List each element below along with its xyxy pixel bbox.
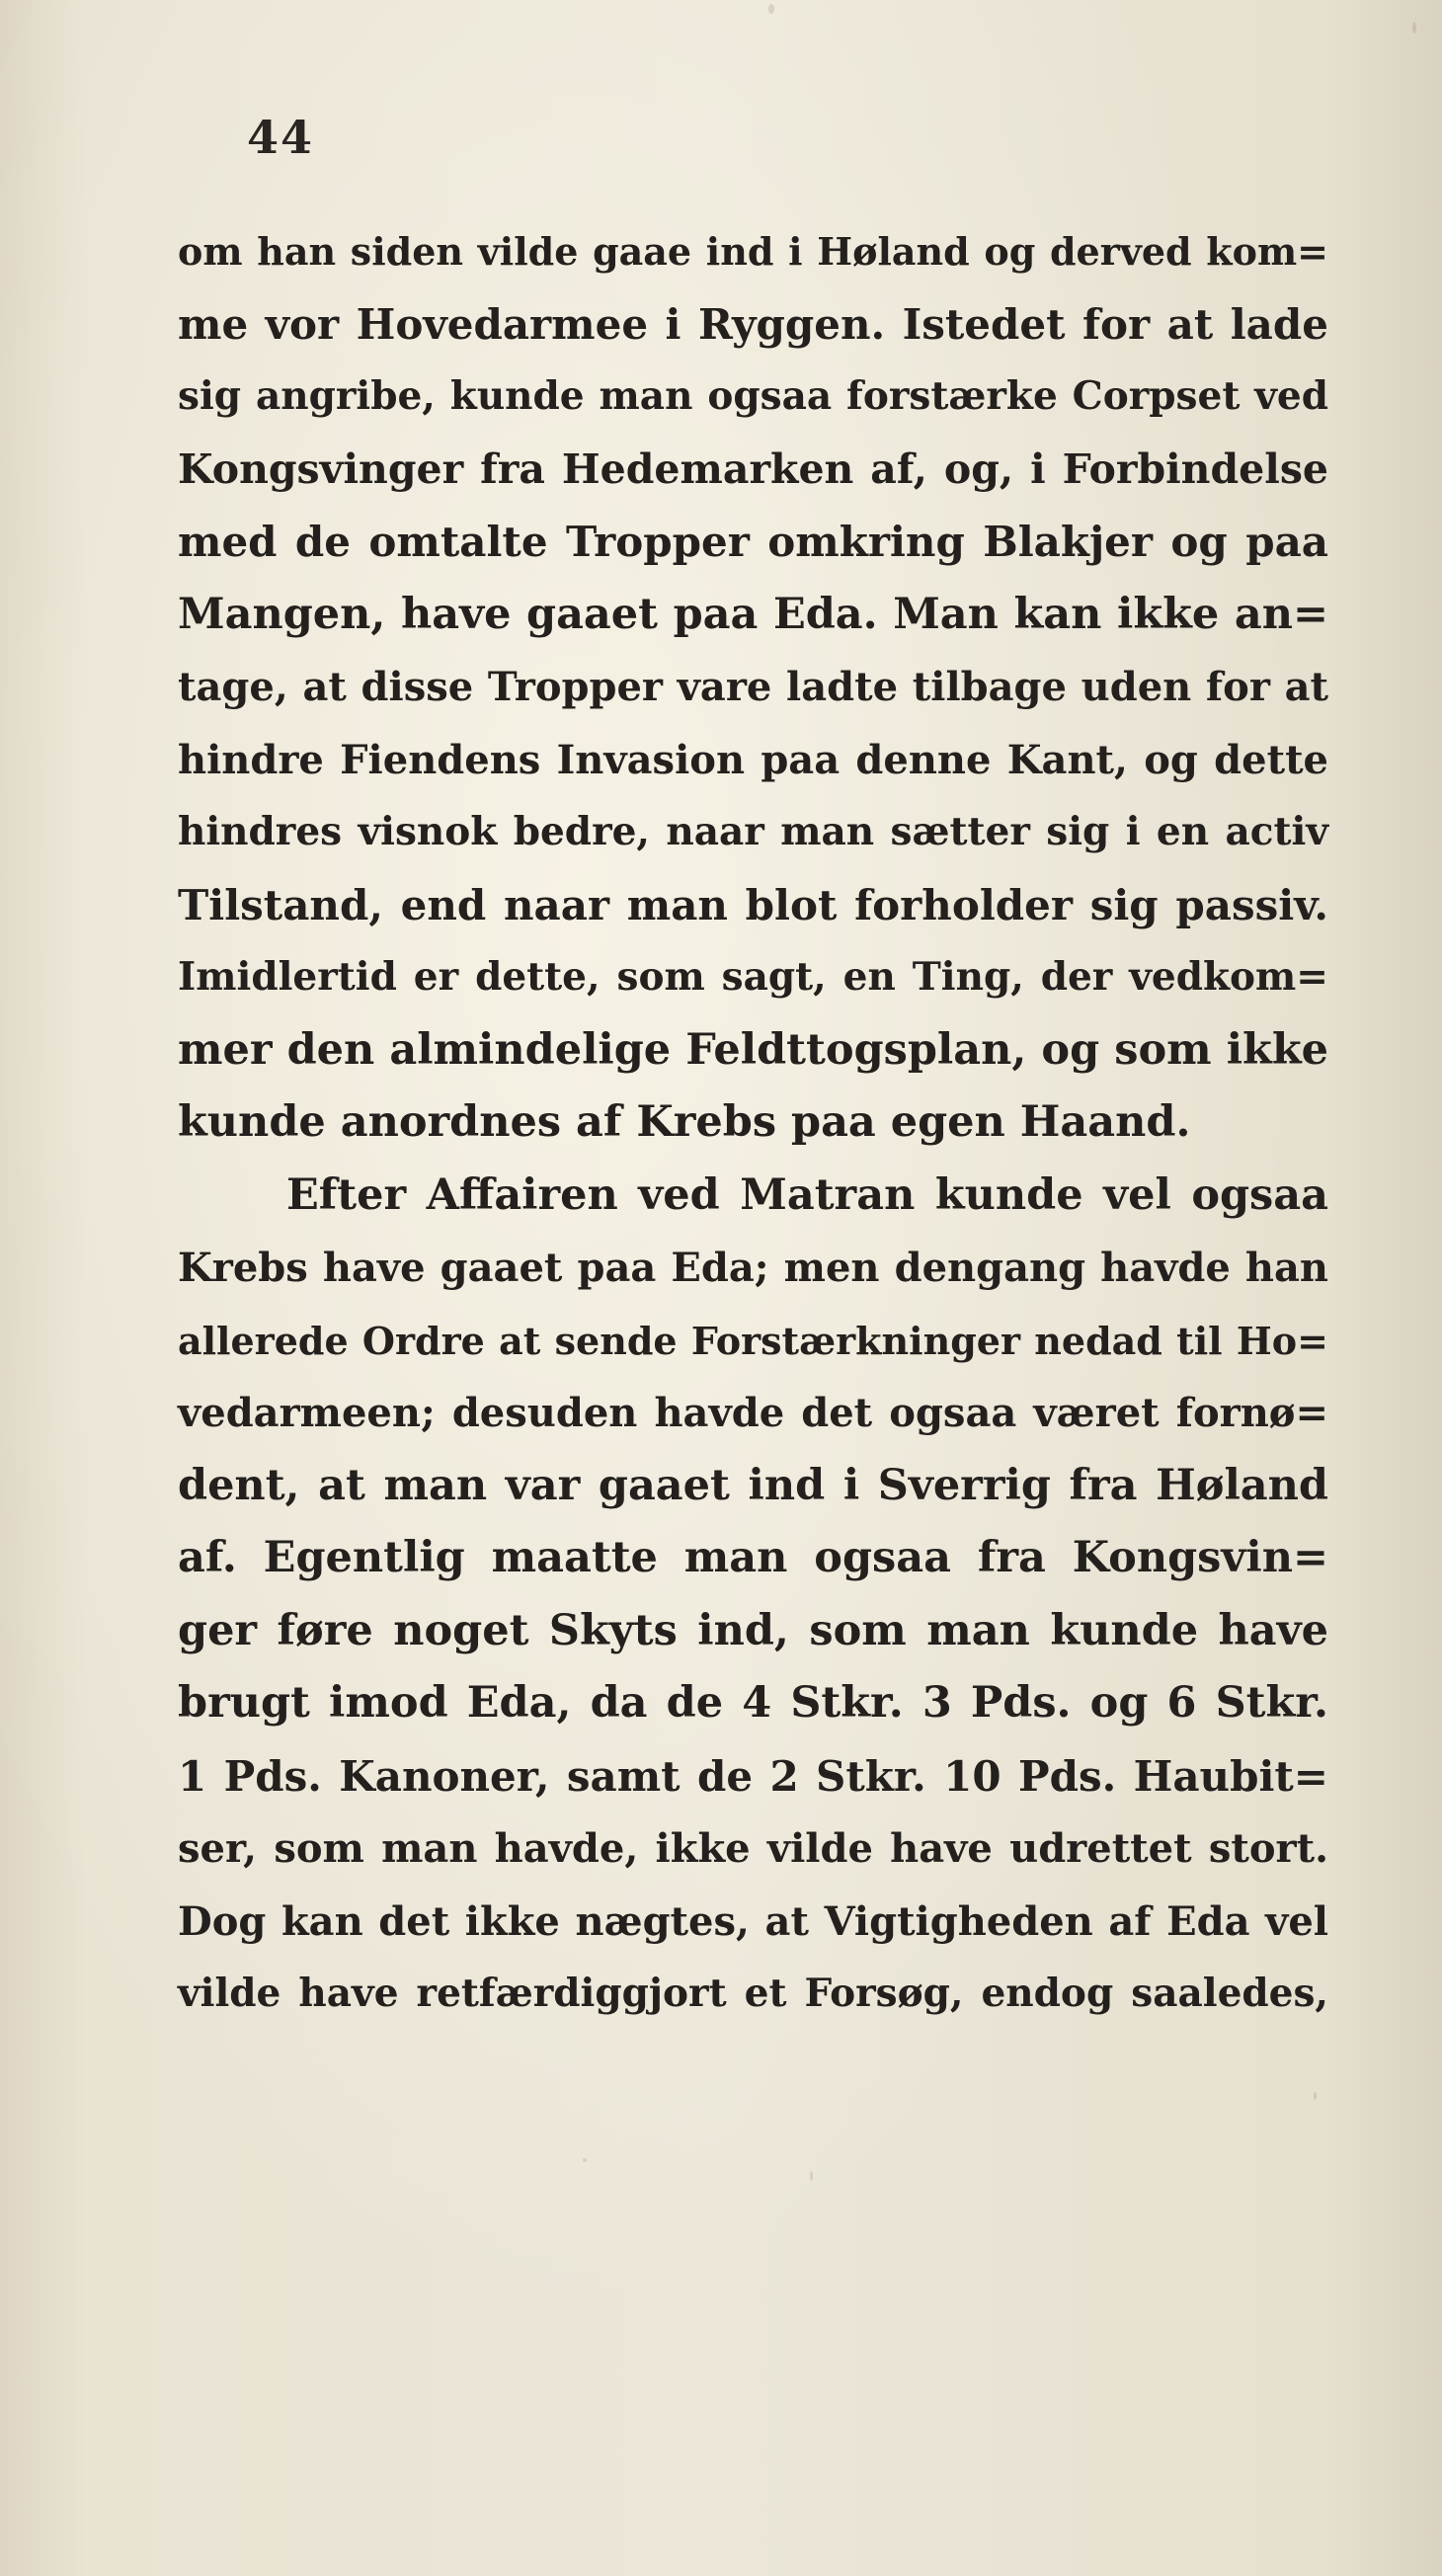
text-line: Dog kan det ikke nægtes, at Vigtigheden af Eda vel: [178, 1897, 1328, 1945]
paper-spot: [583, 2158, 587, 2162]
paper-spot: [1412, 22, 1416, 34]
text-line: Efter Affairen ved Matran kunde vel ogsaa: [286, 1169, 1328, 1220]
text-line: me vor Hovedarmee i Ryggen. Istedet for at lade: [178, 299, 1328, 349]
text-line: hindre Fiendens Invasion paa denne Kant, og dette: [178, 736, 1328, 783]
text-line: Mangen, have gaaet paa Eda. Man kan ikke an=: [178, 589, 1328, 639]
text-line: vedarmeen; desuden havde det ogsaa været fornø=: [178, 1390, 1328, 1436]
text-line: sig angribe, kunde man ogsaa forstærke Corpset ved: [178, 373, 1328, 419]
text-line: Imidlertid er dette, som sagt, en Ting, der vedkom=: [178, 954, 1328, 1000]
page-number: 44: [247, 111, 315, 164]
text-line: dent, at man var gaaet ind i Sverrig fra Høland: [178, 1460, 1328, 1510]
text-line: af. Egentlig maatte man ogsaa fra Kongsvin=: [178, 1533, 1328, 1582]
text-line: mer den almindelige Feldttogsplan, og som ikke: [178, 1024, 1328, 1075]
text-line: kunde anordnes af Krebs paa egen Haand.: [178, 1097, 1191, 1147]
text-line: Krebs have gaaet paa Eda; men dengang havde han: [178, 1245, 1328, 1291]
text-line: vilde have retfærdiggjort et Forsøg, endog saaledes,: [178, 1971, 1328, 2016]
paper-spot: [810, 2171, 813, 2181]
text-line: hindres visnok bedre, naar man sætter sig i en activ: [178, 809, 1328, 854]
paper-spot: [1314, 2092, 1317, 2100]
text-line: ser, som man havde, ikke vilde have udrettet stort.: [178, 1825, 1328, 1872]
text-line: Tilstand, end naar man blot forholder sig passiv.: [178, 880, 1328, 929]
text-line: Kongsvinger fra Hedemarken af, og, i Forbindelse: [178, 444, 1328, 493]
text-line: ger føre noget Skyts ind, som man kunde have: [178, 1605, 1328, 1655]
text-line: tage, at disse Tropper vare ladte tilbage uden for at: [178, 664, 1328, 710]
text-line: med de omtalte Tropper omkring Blakjer og paa: [178, 518, 1328, 566]
text-line: allerede Ordre at sende Forstærkninger nedad til Ho=: [178, 1318, 1328, 1363]
text-line: brugt imod Eda, da de 4 Stkr. 3 Pds. og 6 Stkr.: [178, 1678, 1328, 1728]
body-text: [178, 215, 1328, 2031]
paper-spot: [768, 4, 774, 14]
text-line: 1 Pds. Kanoner, samt de 2 Stkr. 10 Pds. Haubit=: [178, 1751, 1328, 1801]
text-line: om han siden vilde gaae ind i Høland og derved kom=: [178, 229, 1328, 274]
